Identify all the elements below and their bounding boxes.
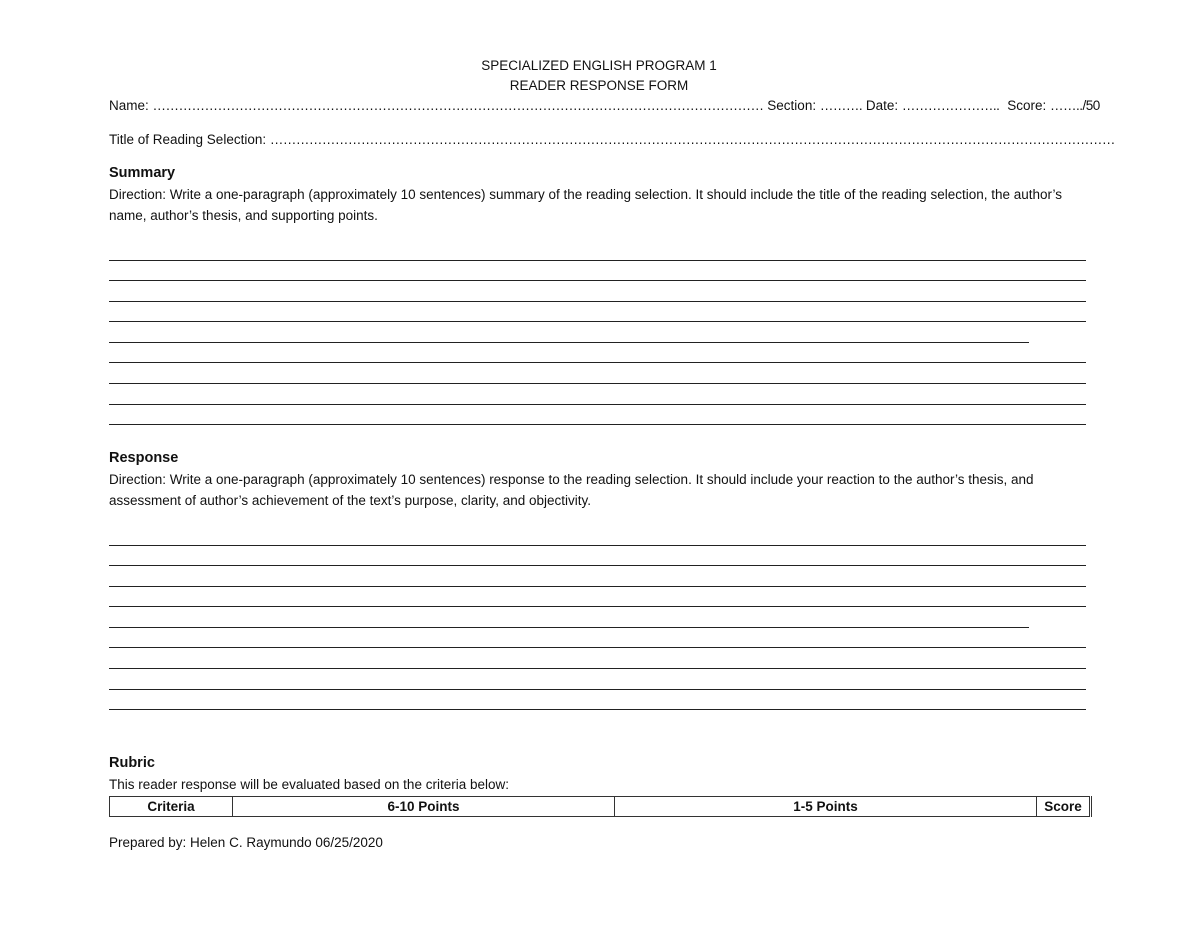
program-title: SPECIALIZED ENGLISH PROGRAM 1 [481,58,717,73]
summary-line [109,383,1086,384]
response-line [109,647,1086,648]
rubric-table [109,796,1092,817]
rubric-col-score: Score [1037,797,1091,817]
response-line [109,545,1086,546]
form-title: READER RESPONSE FORM [509,78,689,93]
summary-direction: Direction: Write a one-paragraph (approximately 10 sentences) summary of the reading selection. It should include the title of the reading selection, the author’s name, author’s thesis, and supporting points. [109,187,1063,223]
name-field[interactable]: …………………………………………………………………………………………………………………………… [152,98,764,113]
response-line [109,586,1086,587]
response-direction: Direction: Write a one-paragraph (approximately 10 sentences) response to the reading selection. It should include your reaction to the author’s thesis, and assessment of author’s achievement of the text’s purpose, clarity, and objectivity. [109,472,1034,508]
section-label: Section: [767,98,817,113]
score-field[interactable]: ……../50 [1050,98,1100,113]
date-field[interactable]: ………………….. [901,98,1000,113]
response-line [109,709,1086,710]
response-line [109,627,1029,628]
summary-line [109,342,1029,343]
summary-line [109,280,1086,281]
rubric-header-row [110,797,1091,817]
section-field[interactable]: ………. [819,98,863,113]
response-line [109,668,1086,669]
response-line [109,689,1086,690]
prepared-by: Prepared by: Helen C. Raymundo 06/25/2020 [109,835,383,850]
rubric-col-criteria: Criteria [110,797,233,817]
score-label: Score: [1007,98,1047,113]
response-line [109,606,1086,607]
summary-line [109,321,1086,322]
summary-line [109,404,1086,405]
name-label: Name: [109,98,149,113]
response-heading: Response [109,450,179,466]
summary-line [109,424,1086,425]
title-line [109,132,1115,147]
date-label: Date: [865,98,899,113]
rubric-heading: Rubric [109,755,155,771]
title-label: Title of Reading Selection: [109,132,267,147]
response-line [109,565,1086,566]
summary-line [109,301,1086,302]
summary-heading: Summary [109,165,176,181]
rubric-intro: This reader response will be evaluated based on the criteria below: [109,777,509,792]
summary-line [109,260,1086,261]
summary-line [109,362,1086,363]
rubric-col-1-5-points: 1-5 Points [615,797,1037,817]
title-field[interactable]: …………………………………………………………………………………………………………………………………………………………………………… [269,132,1115,147]
rubric-col-6-10-points: 6-10 Points [233,797,615,817]
info-line [109,98,1100,113]
